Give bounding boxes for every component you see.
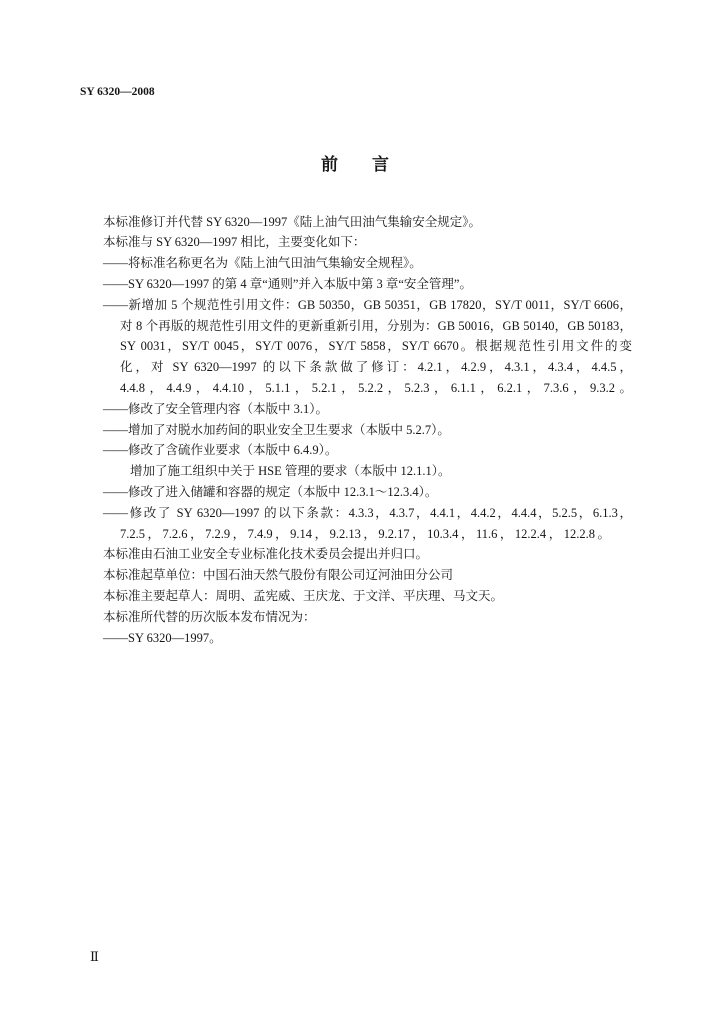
change-item: ——新增加 5 个规范性引用文件：GB 50350，GB 50351，GB 17820，SY/T 0011，SY/T 6606， — [103, 297, 632, 312]
change-item-continuation: SY 0031，SY/T 0045，SY/T 0076，SY/T 5858，SY/T 6670。根据规范性引用文件的变 — [120, 339, 632, 354]
change-item: 增加了施工组织中关于 HSE 管理的要求（本版中 12.1.1）。 — [130, 464, 451, 479]
change-item: ——修改了含硫作业要求（本版中 6.4.9）。 — [103, 443, 338, 458]
change-item-continuation: 4.4.8，4.4.9，4.4.10，5.1.1，5.2.1，5.2.2，5.2.3，6.1.1，6.2.1，7.3.6，9.3.2。 — [120, 380, 632, 395]
body-line: 本标准由石油工业安全专业标准化技术委员会提出并归口。 — [103, 547, 429, 562]
body-line: 本标准修订并代替 SY 6320—1997《陆上油气田油气集输安全规定》。 — [103, 214, 482, 229]
change-item: ——修改了安全管理内容（本版中 3.1）。 — [103, 401, 329, 416]
page-number: Ⅱ — [90, 949, 99, 964]
body-line: 本标准起草单位：中国石油天然气股份有限公司辽河油田分公司 — [103, 568, 454, 583]
change-item-continuation: 7.2.5，7.2.6，7.2.9，7.4.9，9.14，9.2.13，9.2.17，10.3.4，11.6，12.2.4，12.2.8。 — [120, 526, 610, 541]
body-line: 本标准与 SY 6320—1997 相比，主要变化如下： — [103, 235, 366, 250]
body-line: 本标准主要起草人：周明、孟宪威、王庆龙、于文洋、平庆理、马文天。 — [103, 588, 504, 603]
change-item: ——增加了对脱水加药间的职业安全卫生要求（本版中 5.2.7）。 — [103, 422, 450, 437]
body-line: 本标准所代替的历次版本发布情况为： — [103, 609, 316, 624]
change-item: ——SY 6320—1997。 — [103, 630, 222, 645]
change-item: ——SY 6320—1997 的第 4 章“通则”并入本版中第 3 章“安全管理”。 — [103, 276, 472, 291]
change-item-continuation: 对 8 个再版的规范性引用文件的更新重新引用，分别为：GB 50016，GB 50140，GB 50183， — [120, 318, 632, 333]
standard-code: SY 6320—2008 — [80, 86, 155, 98]
change-item: ——修改了进入储罐和容器的规定（本版中 12.3.1～12.3.4）。 — [103, 484, 438, 499]
page-title: 前 言 — [321, 155, 389, 174]
change-item: ——修改了 SY 6320—1997 的以下条款：4.3.3，4.3.7，4.4.1，4.4.2，4.4.4，5.2.5，6.1.3， — [103, 505, 632, 520]
foreword-body — [103, 212, 632, 649]
change-item-continuation: 化，对 SY 6320—1997 的以下条款做了修订：4.2.1，4.2.9，4.3.1，4.3.4，4.4.5， — [120, 360, 632, 375]
change-item: ——将标准名称更名为《陆上油气田油气集输安全规程》。 — [103, 256, 422, 271]
